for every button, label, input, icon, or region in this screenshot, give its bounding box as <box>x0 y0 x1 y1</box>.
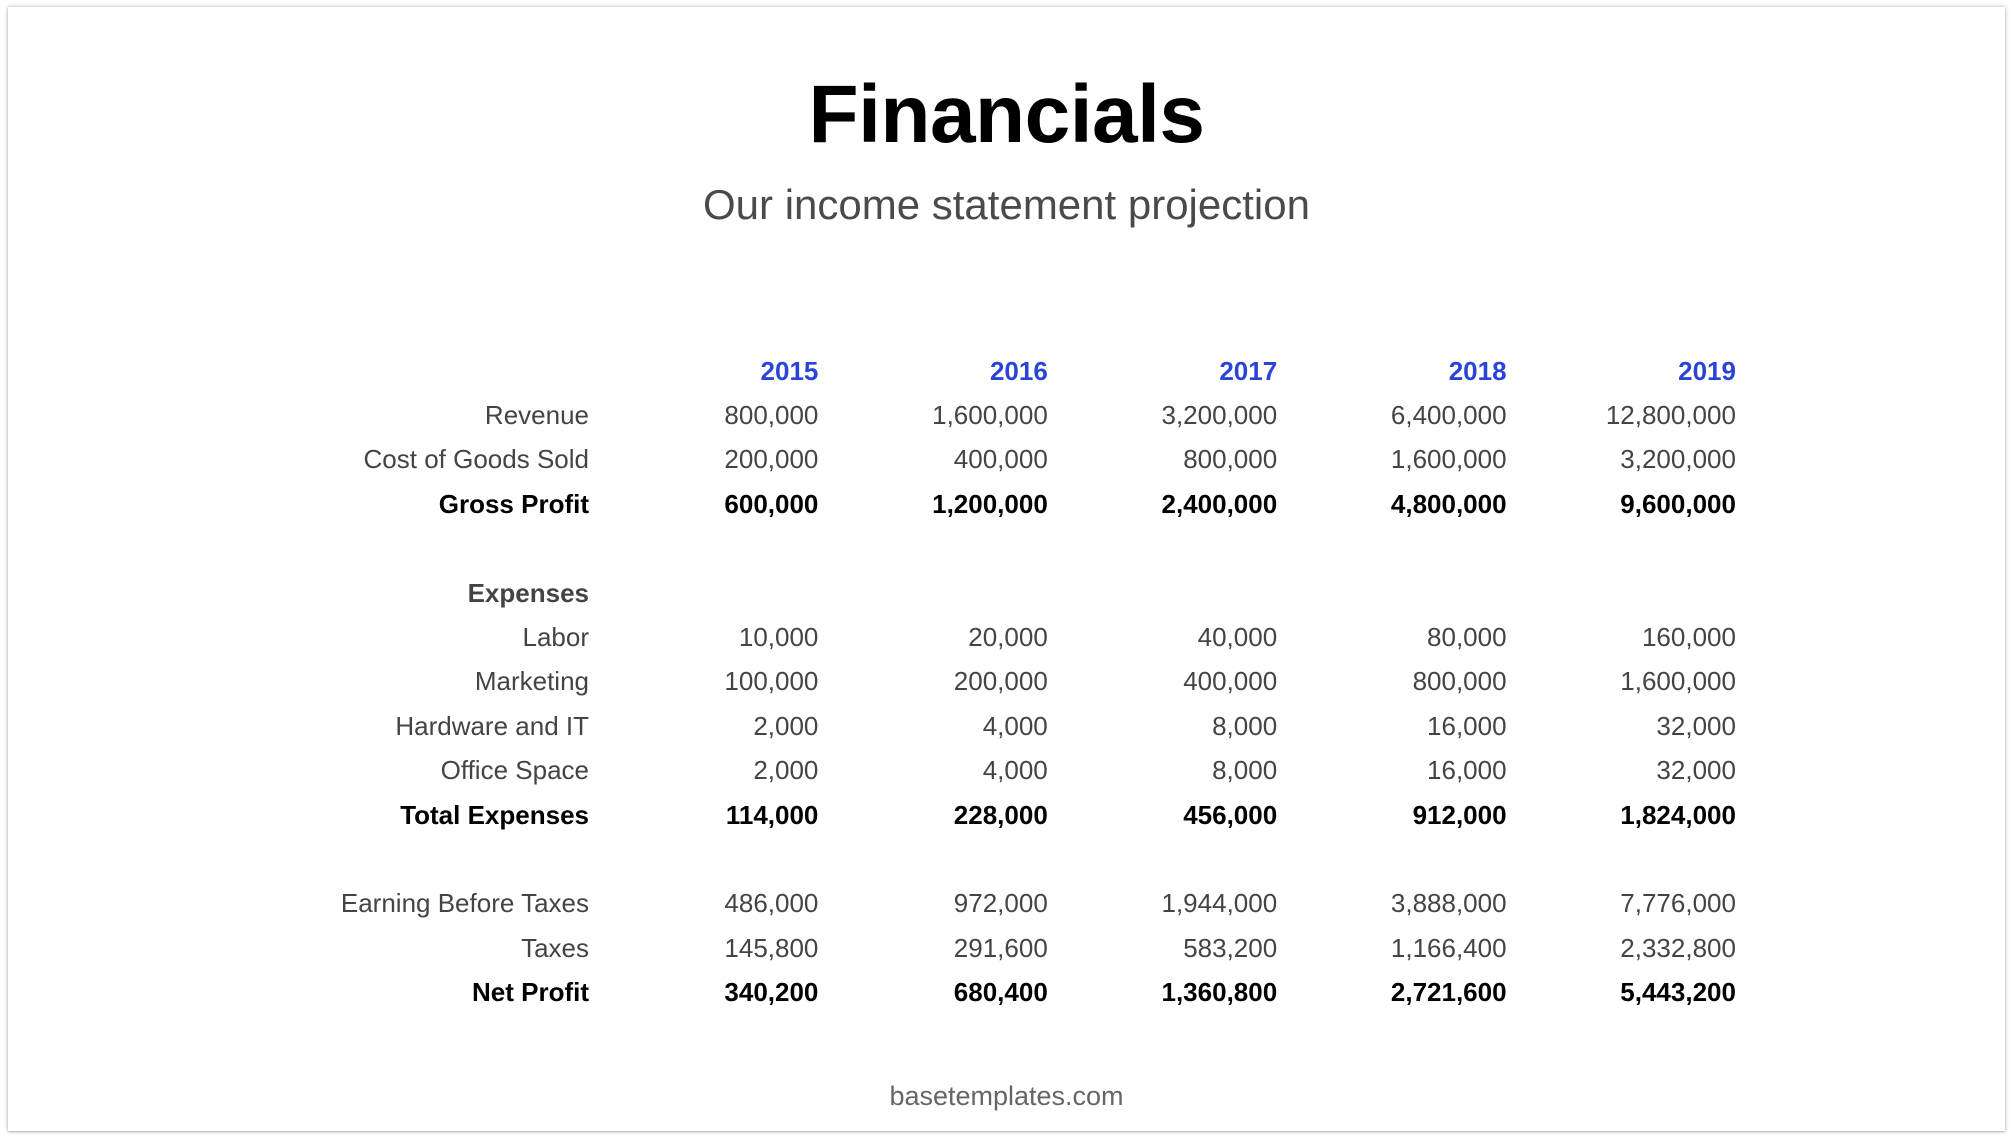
cell-value: 400,000 <box>953 444 1048 475</box>
marketing-row <box>258 660 1736 704</box>
cell-value: 20,000 <box>968 622 1048 653</box>
spacer-cell <box>258 837 1736 881</box>
page-subtitle: Our income statement projection <box>703 181 1310 228</box>
spacer-row <box>258 837 1736 881</box>
row-label: Hardware and IT <box>395 710 589 741</box>
cell-value: 10,000 <box>738 622 819 653</box>
year-header: 2018 <box>1448 355 1507 386</box>
year-header: 2019 <box>1678 355 1736 386</box>
footer-source: basetemplates.com <box>889 1081 1124 1111</box>
cell-value: 200,000 <box>953 666 1048 697</box>
cell-value: 114,000 <box>725 799 819 830</box>
cell-value: 8,000 <box>1212 710 1278 741</box>
row-label: Labor <box>522 622 589 653</box>
labor-row <box>258 615 1736 659</box>
cell-value: 160,000 <box>1641 622 1736 653</box>
cell-value: 200,000 <box>724 444 819 475</box>
section-heading: Expenses <box>467 577 589 608</box>
cell-value: 1,166,400 <box>1390 932 1507 963</box>
cell-value: 291,600 <box>953 932 1048 963</box>
cell-value: 456,000 <box>1183 799 1278 830</box>
spacer-row <box>258 527 1736 571</box>
cell-value: 1,600,000 <box>932 400 1048 431</box>
cell-value: 3,200,000 <box>1620 444 1736 475</box>
cell-value: 32,000 <box>1656 710 1736 741</box>
cell-value: 2,000 <box>753 755 819 786</box>
income-statement-table <box>258 349 1736 1015</box>
cell-value: 340,200 <box>724 977 819 1008</box>
cell-value: 228,000 <box>953 799 1048 830</box>
cell-value: 2,721,600 <box>1390 977 1507 1008</box>
cell-value: 680,400 <box>953 977 1048 1008</box>
cell-value: 800,000 <box>1183 444 1278 475</box>
cell-value: 40,000 <box>1197 622 1278 653</box>
office-space-row <box>258 749 1736 793</box>
cell-value: 145,800 <box>724 932 819 963</box>
cell-value: 912,000 <box>1412 799 1507 830</box>
cell-value: 1,824,000 <box>1620 799 1736 830</box>
row-label: Earning Before Taxes <box>340 888 589 919</box>
cell-value: 1,200,000 <box>932 488 1048 519</box>
row-label: Marketing <box>474 666 589 697</box>
cell-value: 6,400,000 <box>1390 400 1507 431</box>
hardware-row <box>258 704 1736 748</box>
year-header-row <box>258 349 1736 393</box>
ebt-row <box>258 882 1736 926</box>
row-label: Taxes <box>521 932 589 963</box>
row-label: Cost of Goods Sold <box>363 444 589 475</box>
cell-value: 486,000 <box>724 888 819 919</box>
cell-value: 4,800,000 <box>1390 488 1507 519</box>
cell-value: 7,776,000 <box>1620 888 1736 919</box>
cell-value: 100,000 <box>724 666 819 697</box>
cell-value: 2,400,000 <box>1161 488 1278 519</box>
total-expenses-row <box>258 793 1736 837</box>
cell-value: 12,800,000 <box>1605 400 1736 431</box>
cell-value: 1,600,000 <box>1390 444 1507 475</box>
row-label: Office Space <box>440 755 589 786</box>
year-header: 2017 <box>1219 355 1278 386</box>
cell-value: 5,443,200 <box>1620 977 1736 1008</box>
cell-value: 32,000 <box>1656 755 1736 786</box>
cell-value: 16,000 <box>1427 755 1507 786</box>
row-label: Gross Profit <box>438 488 589 519</box>
taxes-row <box>258 926 1736 970</box>
cell-value: 80,000 <box>1427 622 1507 653</box>
row-label: Total Expenses <box>400 799 589 830</box>
cell-value: 16,000 <box>1427 710 1507 741</box>
cell-value: 400,000 <box>1183 666 1278 697</box>
year-header: 2015 <box>760 355 819 386</box>
spacer-cell <box>258 527 1736 571</box>
cell-value: 972,000 <box>953 888 1048 919</box>
cell-value: 3,888,000 <box>1390 888 1507 919</box>
year-header: 2016 <box>989 355 1048 386</box>
gross-profit-row <box>258 482 1736 526</box>
cell-value: 1,944,000 <box>1161 888 1278 919</box>
cell-value: 1,600,000 <box>1620 666 1736 697</box>
cell-value: 2,332,800 <box>1620 932 1736 963</box>
revenue-row <box>258 393 1736 437</box>
page-title: Financials <box>808 69 1205 160</box>
cell-value: 800,000 <box>1412 666 1507 697</box>
slide <box>8 7 2005 1131</box>
row-label: Revenue <box>484 400 589 431</box>
cell-value: 1,360,800 <box>1161 977 1278 1008</box>
cell-value: 583,200 <box>1183 932 1278 963</box>
cell-value: 2,000 <box>753 710 819 741</box>
cogs-row <box>258 438 1736 482</box>
cell-value: 4,000 <box>982 710 1048 741</box>
row-label-header <box>258 349 589 393</box>
cell-value: 8,000 <box>1212 755 1278 786</box>
net-profit-row <box>258 970 1736 1014</box>
cell-value: 600,000 <box>724 488 819 519</box>
expenses-heading-row <box>258 571 1736 615</box>
cell-value: 800,000 <box>724 400 819 431</box>
cell-value: 9,600,000 <box>1620 488 1736 519</box>
cell-value: 3,200,000 <box>1161 400 1278 431</box>
cell-value: 4,000 <box>982 755 1048 786</box>
row-label: Net Profit <box>472 977 589 1008</box>
